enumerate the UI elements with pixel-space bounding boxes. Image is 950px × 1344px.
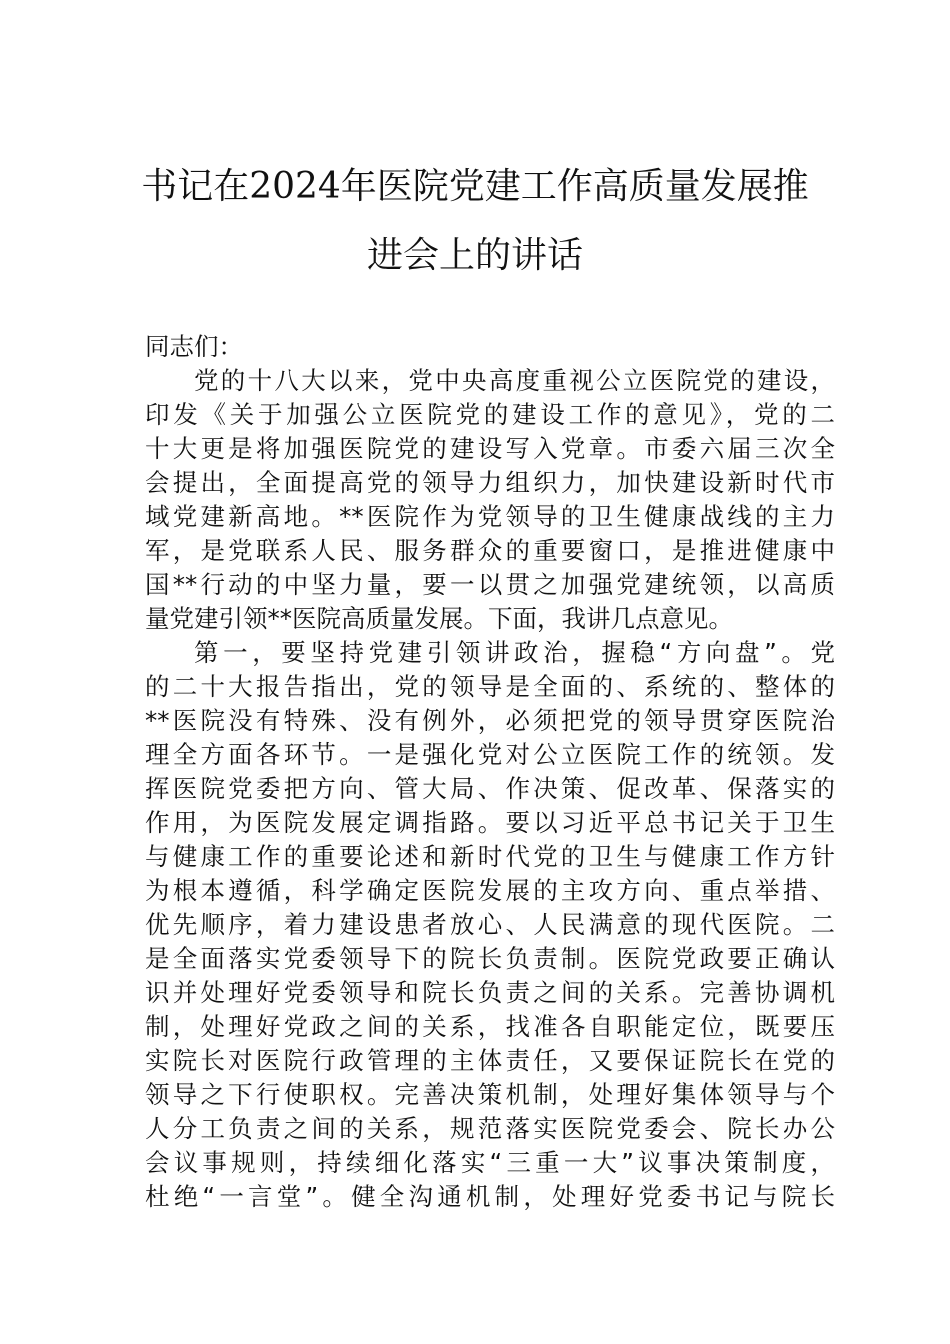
document-title-line-1: 书记在2024年医院党建工作高质量发展推 xyxy=(141,166,809,207)
salutation: 同志们： xyxy=(145,332,243,361)
body-text-line: 十大更是将加强医院党的建设写入党章。市委六届三次全 xyxy=(145,434,835,463)
body-text-line: 识并处理好党委领导和院长负责之间的关系。完善协调机 xyxy=(145,978,835,1007)
body-text-line: 制，处理好党政之间的关系，找准各自职能定位，既要压 xyxy=(145,1012,835,1041)
body-text-line: 的二十大报告指出，党的领导是全面的、系统的、整体的 xyxy=(145,672,835,701)
body-text-line: 实院长对医院行政管理的主体责任，又要保证院长在党的 xyxy=(145,1046,835,1075)
document-body xyxy=(145,330,835,1214)
body-text-line: 军，是党联系人民、服务群众的重要窗口，是推进健康中 xyxy=(145,536,835,565)
body-text-line: 会议事规则，持续细化落实“三重一大”议事决策制度， xyxy=(145,1148,835,1177)
body-text-line: 是全面落实党委领导下的院长负责制。医院党政要正确认 xyxy=(145,944,835,973)
body-text-line: 第一，要坚持党建引领讲政治，握稳“方向盘”。党 xyxy=(194,638,835,667)
document-title-line-2: 进会上的讲话 xyxy=(366,235,583,276)
body-text-line: 量党建引领**医院高质量发展。下面，我讲几点意见。 xyxy=(145,604,733,633)
body-text-line: 为根本遵循，科学确定医院发展的主攻方向、重点举措、 xyxy=(145,876,835,905)
body-text-line: 与健康工作的重要论述和新时代党的卫生与健康工作方针 xyxy=(145,842,835,871)
body-text-line: 理全方面各环节。一是强化党对公立医院工作的统领。发 xyxy=(145,740,835,769)
body-text-line: 会提出，全面提高党的领导力组织力，加快建设新时代市 xyxy=(145,468,835,497)
body-text-line: 挥医院党委把方向、管大局、作决策、促改革、保落实的 xyxy=(145,774,835,803)
body-text-line: 优先顺序，着力建设患者放心、人民满意的现代医院。二 xyxy=(145,910,835,939)
body-text-line: 党的十八大以来，党中央高度重视公立医院党的建设， xyxy=(194,366,835,395)
body-text-line: 领导之下行使职权。完善决策机制，处理好集体领导与个 xyxy=(145,1080,835,1109)
body-text-line: 印发《关于加强公立医院党的建设工作的意见》，党的二 xyxy=(145,400,835,429)
body-text-line: 杜绝“一言堂”。健全沟通机制，处理好党委书记与院长 xyxy=(145,1182,835,1211)
body-text-line: 作用，为医院发展定调指路。要以习近平总书记关于卫生 xyxy=(145,808,835,837)
body-text-line: 国**行动的中坚力量，要一以贯之加强党建统领，以高质 xyxy=(145,570,835,599)
body-text-line: 人分工负责之间的关系，规范落实医院党委会、院长办公 xyxy=(145,1114,835,1143)
body-text-line: 域党建新高地。**医院作为党领导的卫生健康战线的主力 xyxy=(145,502,835,531)
body-text-line: **医院没有特殊、没有例外，必须把党的领导贯穿医院治 xyxy=(145,706,835,735)
body-lines xyxy=(145,364,835,1214)
